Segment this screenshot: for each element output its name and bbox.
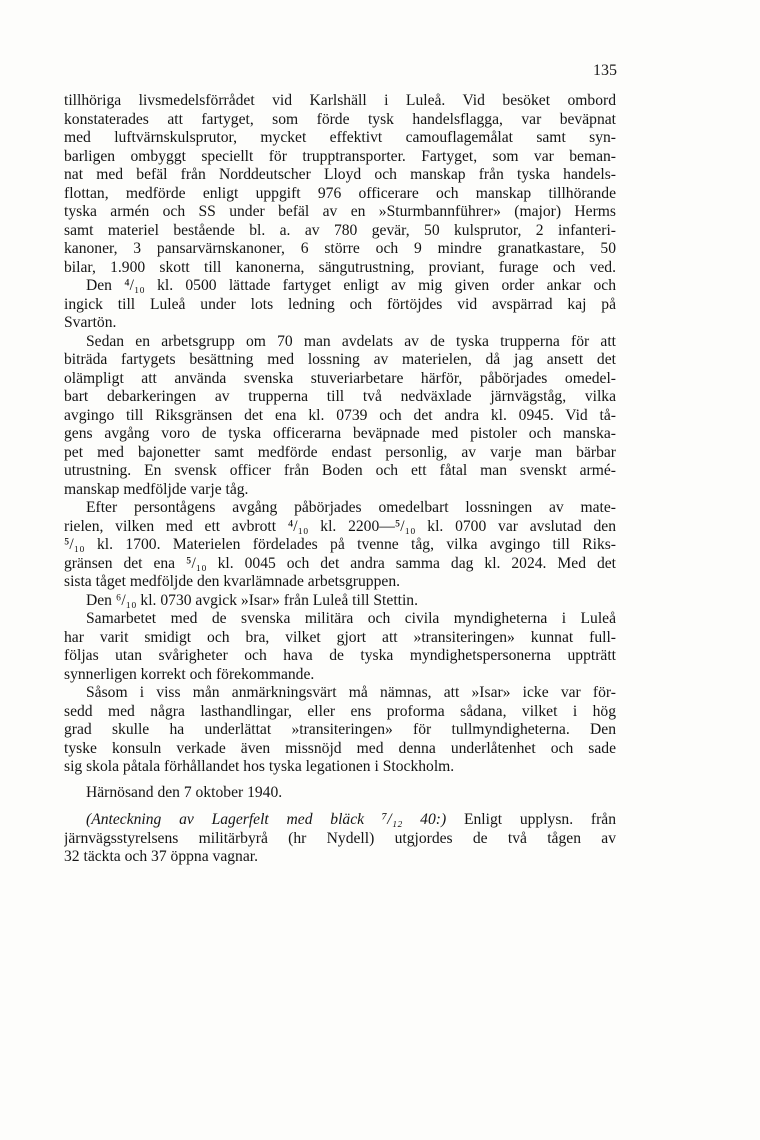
text-line: Efter persontågens avgång påbörjades omedelbart lossningen av mate- [86,499,616,516]
text-line: avgingo till Riksgränsen det ena kl. 0739 och det andra kl. 0945. Vid tå- [64,406,616,424]
text-line: ⁵/₁₀ kl. 1700. Materielen fördelades på tvenne tåg, vilka avgingo till Riks- [64,536,616,553]
body-text [64,92,616,867]
text-line: rielen, vilken med ett avbrott ⁴/₁₀ kl. 2200—⁵/₁₀ kl. 0700 var avslutad den [64,517,616,535]
text-line: Den ⁶/₁₀ kl. 0730 avgick »Isar» från Luleå till Stettin. [86,591,419,609]
text-line: ingick till Luleå under lots ledning och förtöjdes vid avspärrad kaj på [64,295,616,313]
text-line: biträda fartygets besättning med lossning av materielen, då jag ansett det [64,351,616,368]
page-number: 135 [593,62,617,79]
annotation-line: 32 täckta och 37 öppna vagnar. [64,848,258,865]
text-line: tyska armén och SS under befäl av en »Sturmbannführer» (major) Herms [64,203,616,220]
text-line: Härnösand den 7 oktober 1940. [86,783,283,801]
text-line: gens avgång voro de tyska officerarna beväpnade med pistoler och manska- [64,425,616,442]
text-line: Svartön. [64,314,117,331]
annotation-italic: (Anteckning av Lagerfelt med bläck ⁷/₁₂ 40:) [86,811,447,828]
text-line: grad skulle ha underlättat »transiteringen» för tullmyndigheterna. Den [64,721,616,738]
text-line: bilar, 1.900 skott till kanonerna, sängutrustning, proviant, furage och ved. [64,258,616,276]
text-line: synnerligen korrekt och förekommande. [64,665,315,683]
text-line: konstaterades att fartyget, som förde tysk handelsflagga, var beväpnat [64,110,616,128]
text-line: har varit smidigt och bra, vilket gjort att »transiteringen» kunnat full- [64,628,616,646]
text-line: följas utan svårigheter och hava de tyska myndighetspersonerna uppträtt [64,647,616,664]
text-line: bart debarkeringen av trupperna till två nedväxlade järnvägståg, vilka [64,388,616,405]
text-line: Såsom i viss mån anmärkningsvärt må nämnas, att »Isar» icke var för- [86,684,616,701]
text-line: sig skola påtala förhållandet hos tyska legationen i Stockholm. [64,758,455,775]
text-line: utrustning. En svensk officer från Boden och ett fåtal man svenskt armé- [64,462,616,479]
text-line: pet med bajonetter samt medförde endast personlig, av varje man bärbar [64,443,616,461]
annotation-line: järnvägsstyrelsens militärbyrå (hr Nydell) utgjordes de två tågen av [64,829,616,847]
text-line: med luftvärnskulsprutor, mycket effektivt camouflagemålat samt syn- [64,129,616,146]
text-line: sedd med några lasthandlingar, eller ens proforma sådana, vilket i hög [64,702,616,720]
text-line: tillhöriga livsmedelsförrådet vid Karlshäll i Luleå. Vid besöket ombord [64,92,616,109]
text-line: sista tåget medföljde den kvarlämnade arbetsgruppen. [64,573,401,590]
text-line: nat med befäl från Norddeutscher Lloyd och manskap från tyska handels- [64,166,616,183]
text-line: samt materiel bestående bl. a. av 780 gevär, 50 kulsprutor, 2 infanteri- [64,221,616,239]
text-line: tyske konsuln verkade även missnöjd med denna underlåtenhet och sade [64,739,616,757]
text-line: barligen ombyggt speciellt för trupptransporter. Fartyget, som var beman- [64,147,616,165]
text-line: gränsen det ena ⁵/₁₀ kl. 0045 och det andra samma dag kl. 2024. Med det [64,554,616,572]
text-line: manskap medföljde varje tåg. [64,480,249,498]
annotation-text: Enligt upplysn. från [463,811,616,828]
text-line: olämpligt att använda svenska stuveriarbetare härför, påbörjades omedel- [64,369,616,387]
text-line: Den ⁴/₁₀ kl. 0500 lättade fartyget enligt av mig given order ankar och [86,277,616,294]
text-line: kanoner, 3 pansarvärnskanoner, 6 större och 9 mindre granatkastare, 50 [64,240,616,257]
annotation-line [64,811,616,830]
text-line: Samarbetet med de svenska militära och civila myndigheterna i Luleå [86,610,616,627]
text-line: Sedan en arbetsgrupp om 70 man avdelats av de tyska trupperna för att [86,332,616,350]
text-line: flottan, medförde enligt uppgift 976 officerare och manskap tillhörande [64,184,616,202]
